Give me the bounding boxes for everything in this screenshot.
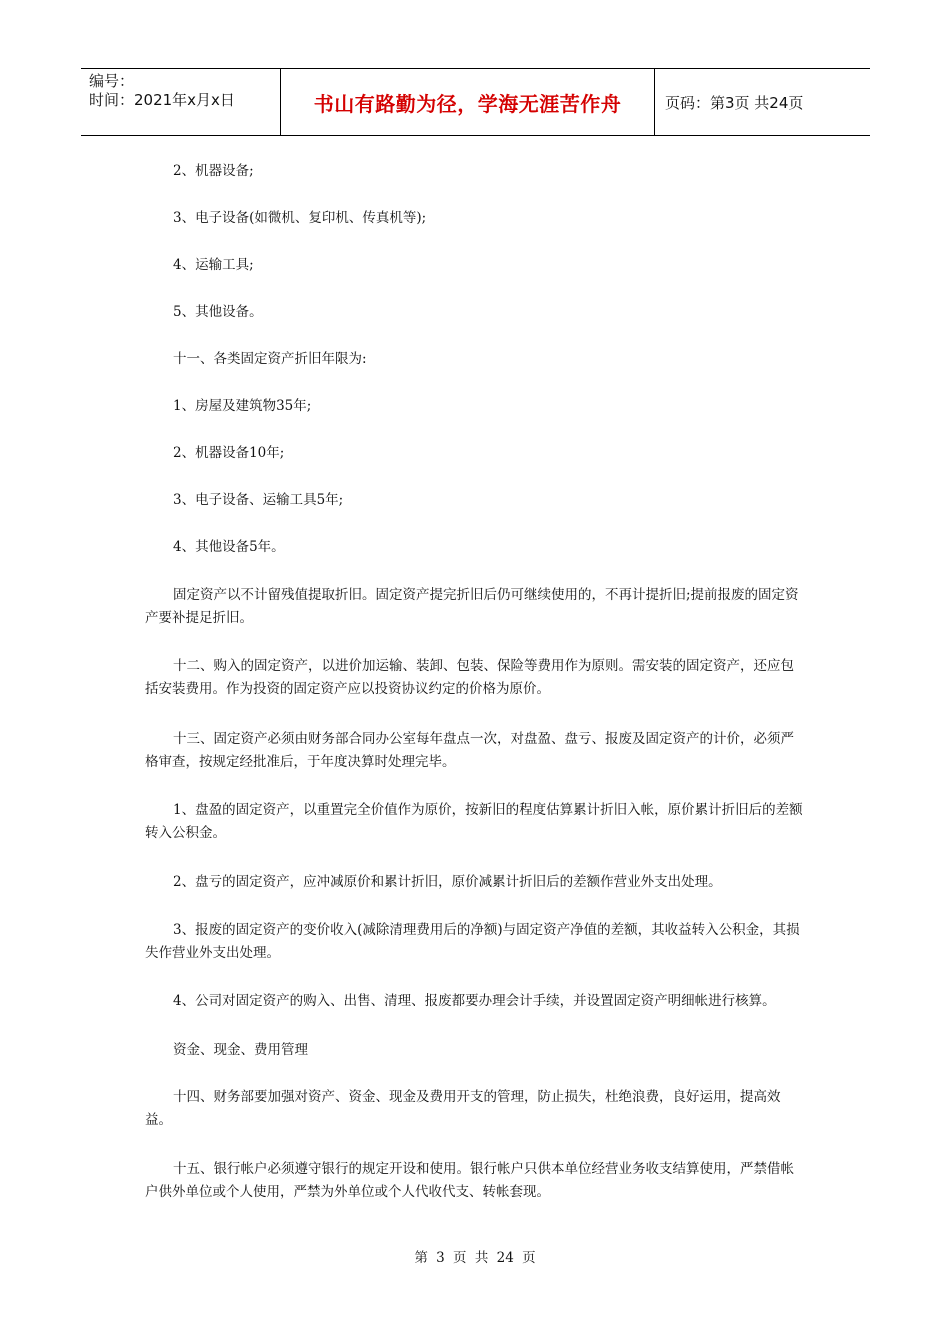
document-number-label: 编号： <box>89 72 135 90</box>
paragraph: 4、公司对固定资产的购入、出售、清理、报废都要办理会计手续，并设置固定资产明细帐进行核算。 <box>173 993 776 1009</box>
page-footer: 第 3 页 共 24 页 <box>414 1250 536 1266</box>
paragraph: 3、电子设备、运输工具5年; <box>173 492 344 508</box>
header-meta <box>81 69 281 135</box>
paragraph: 十三、固定资产必须由财务部合同办公室每年盘点一次，对盘盈、盘亏、报废及固定资产的计价，必须严格审查，按规定经批准后，于年度决算时处理完毕。 <box>145 731 794 770</box>
header-motto: 书山有路勤为径，学海无涯苦作舟 <box>281 69 655 135</box>
paragraph: 2、盘亏的固定资产，应冲减原价和累计折旧，原价减累计折旧后的差额作营业外支出处理。 <box>173 874 722 890</box>
paragraph: 十二、购入的固定资产，以进价加运输、装卸、包装、保险等费用作为原则。需安装的固定资产，还应包括安装费用。作为投资的固定资产应以投资协议约定的价格为原价。 <box>145 658 794 697</box>
paragraph: 十一、各类固定资产折旧年限为: <box>173 351 367 367</box>
paragraph: 3、电子设备(如微机、复印机、传真机等); <box>173 210 427 226</box>
paragraph: 2、机器设备10年; <box>173 445 285 461</box>
paragraph: 4、其他设备5年。 <box>173 539 285 555</box>
paragraph: 固定资产以不计留残值提取折旧。固定资产提完折旧后仍可继续使用的，不再计提折旧;提前报废的固定资产要补提足折旧。 <box>145 587 799 626</box>
section-heading: 资金、现金、费用管理 <box>173 1042 308 1058</box>
paragraph: 十五、银行帐户必须遵守银行的规定开设和使用。银行帐户只供本单位经营业务收支结算使用，严禁借帐户供外单位或个人使用，严禁为外单位或个人代收代支、转帐套现。 <box>145 1161 794 1200</box>
paragraph: 1、盘盈的固定资产，以重置完全价值作为原价，按新旧的程度估算累计折旧入帐，原价累计折旧后的差额转入公积金。 <box>145 802 803 841</box>
paragraph: 5、其他设备。 <box>173 304 263 320</box>
header-page-info: 页码：第3页 共24页 <box>665 93 804 112</box>
paragraph: 4、运输工具; <box>173 257 254 273</box>
paragraph: 1、房屋及建筑物35年; <box>173 398 312 414</box>
paragraph: 2、机器设备; <box>173 163 254 179</box>
document-date: 时间：2021年x月x日 <box>89 91 235 109</box>
paragraph: 十四、财务部要加强对资产、资金、现金及费用开支的管理，防止损失，杜绝浪费，良好运用，提高效益。 <box>145 1089 781 1128</box>
paragraph: 3、报废的固定资产的变价收入(减除清理费用后的净额)与固定资产净值的差额，其收益转入公积金，其损失作营业外支出处理。 <box>145 922 800 961</box>
page-header <box>81 68 870 136</box>
